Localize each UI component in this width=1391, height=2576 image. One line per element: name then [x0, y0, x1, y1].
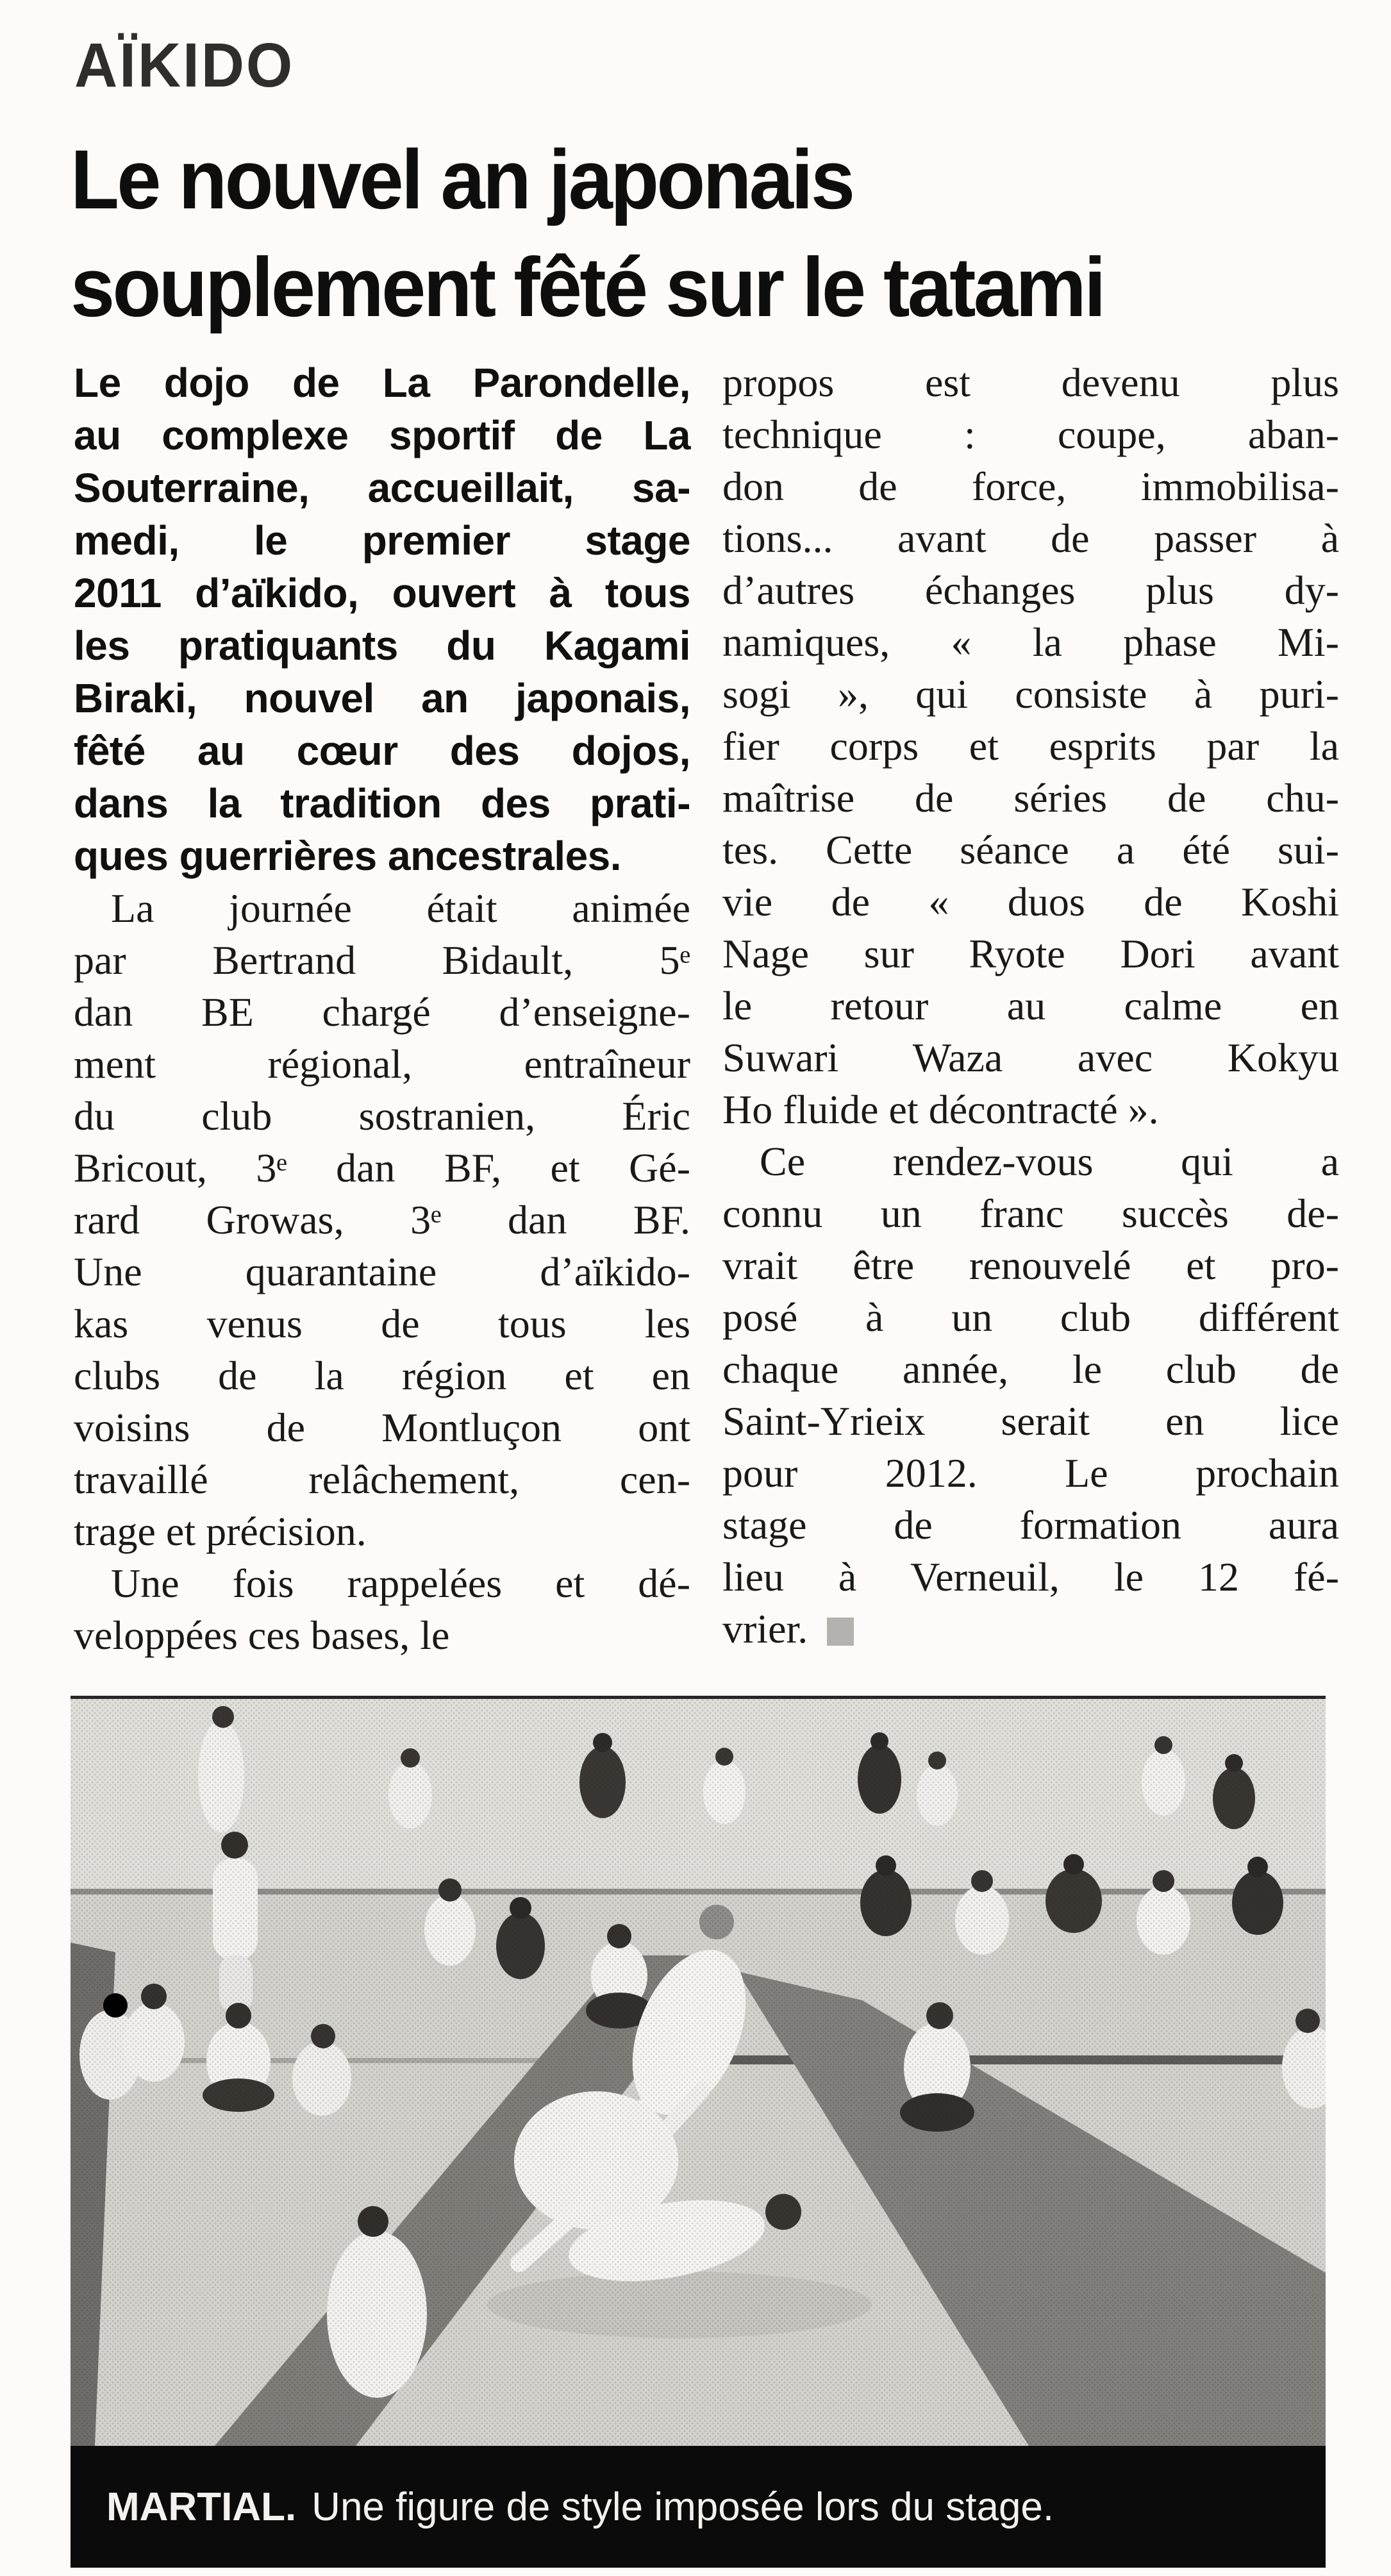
- text-line: technique : coupe, aban-: [722, 412, 1339, 457]
- text-line: La journée était animée: [111, 885, 690, 931]
- text-line: posé à un club différent: [722, 1294, 1339, 1340]
- text-line: d’autres échanges plus dy-: [722, 567, 1339, 613]
- text-line: don de force, immobilisa-: [722, 464, 1339, 509]
- text-line: lieu à Verneuil, le 12 fé-: [722, 1554, 1339, 1600]
- text-line: namiques, « la phase Mi-: [722, 619, 1339, 665]
- text-line: vie de « duos de Koshi: [722, 879, 1339, 924]
- text-line: tes. Cette séance a été sui-: [722, 827, 1339, 873]
- text-line: sogi », qui consiste à puri-: [722, 671, 1339, 717]
- stage-photo: [71, 1696, 1326, 2568]
- text-line: maîtrise de séries de chu-: [722, 775, 1339, 821]
- text-line: les pratiquants du Kagami: [74, 623, 690, 669]
- text-line: Suwari Waza avec Kokyu: [722, 1035, 1339, 1080]
- paragraph-technique: [722, 356, 1339, 1135]
- text-line: vrier.: [722, 1603, 1339, 1655]
- text-line: tions... avant de passer à: [722, 515, 1339, 561]
- text-line: au complexe sportif de La: [74, 412, 690, 458]
- text-line: 2011 d’aïkido, ouvert à tous: [74, 570, 690, 616]
- text-line: propos est devenu plus: [722, 360, 1339, 405]
- text-line: Biraki, nouvel an japonais,: [74, 675, 690, 721]
- text-line: du club sostranien, Éric: [74, 1093, 690, 1139]
- stage-photo-illustration: [71, 1699, 1326, 2446]
- text-line: connu un franc succès de-: [722, 1191, 1339, 1236]
- caption-text: Une figure de style imposée lors du stage.: [312, 2484, 1054, 2529]
- text-line: Bricout, 3ᵉ dan BF, et Gé-: [74, 1145, 690, 1191]
- text-line: Souterraine, accueillait, sa-: [74, 465, 690, 511]
- text-line: clubs de la région et en: [74, 1353, 690, 1398]
- caption-label: MARTIAL.: [106, 2484, 297, 2529]
- halftone-overlay: [71, 1699, 1326, 2446]
- text-line: fier corps et esprits par la: [722, 723, 1339, 769]
- text-line: dan BE chargé d’enseigne-: [74, 989, 690, 1035]
- paragraph-bases: [74, 1557, 690, 1661]
- text-line: vrait être renouvelé et pro-: [722, 1242, 1339, 1288]
- text-line: Le dojo de La Parondelle,: [74, 360, 690, 406]
- text-line: voisins de Montluçon ont: [74, 1405, 690, 1450]
- text-line: dans la tradition des prati-: [74, 780, 690, 826]
- text-line: Une quarantaine d’aïkido-: [74, 1249, 690, 1294]
- column-left: [74, 356, 690, 1661]
- text-line: Ho fluide et décontracté ».: [722, 1087, 1159, 1132]
- text-line: stage de formation aura: [722, 1502, 1339, 1548]
- text-line: fêté au cœur des dojos,: [74, 728, 690, 774]
- text-line: ques guerrières ancestrales.: [74, 833, 622, 879]
- headline-line-1: Le nouvel an japonais: [71, 132, 853, 226]
- text-line: kas venus de tous les: [74, 1301, 690, 1346]
- column-right: [722, 356, 1339, 1655]
- lead-paragraph: [74, 356, 690, 882]
- photo-caption: [71, 2446, 1326, 2568]
- text-line: pour 2012. Le prochain: [722, 1450, 1339, 1496]
- text-line: trage et précision.: [74, 1509, 367, 1554]
- text-line: veloppées ces bases, le: [74, 1612, 450, 1658]
- text-line: ment régional, entraîneur: [74, 1041, 690, 1087]
- section-kicker: AÏKIDO: [74, 30, 295, 100]
- text-line: medi, le premier stage: [74, 517, 690, 564]
- text-line: travaillé relâchement, cen-: [74, 1457, 690, 1502]
- text-line: Une fois rappelées et dé-: [111, 1560, 690, 1606]
- text-line: par Bertrand Bidault, 5ᵉ: [74, 937, 690, 983]
- text-line: rard Growas, 3ᵉ dan BF.: [74, 1197, 690, 1242]
- text-line: chaque année, le club de: [722, 1346, 1339, 1392]
- headline: [71, 126, 1104, 341]
- paragraph-animation: [74, 882, 690, 1557]
- paragraph-conclusion: [722, 1135, 1339, 1655]
- headline-line-2: souplement fêté sur le tatami: [71, 240, 1104, 334]
- text-line: Nage sur Ryote Dori avant: [722, 931, 1339, 976]
- text-line: le retour au calme en: [722, 983, 1339, 1028]
- text-line: Ce rendez-vous qui a: [760, 1139, 1339, 1184]
- text-line: Saint-Yrieix serait en lice: [722, 1398, 1339, 1444]
